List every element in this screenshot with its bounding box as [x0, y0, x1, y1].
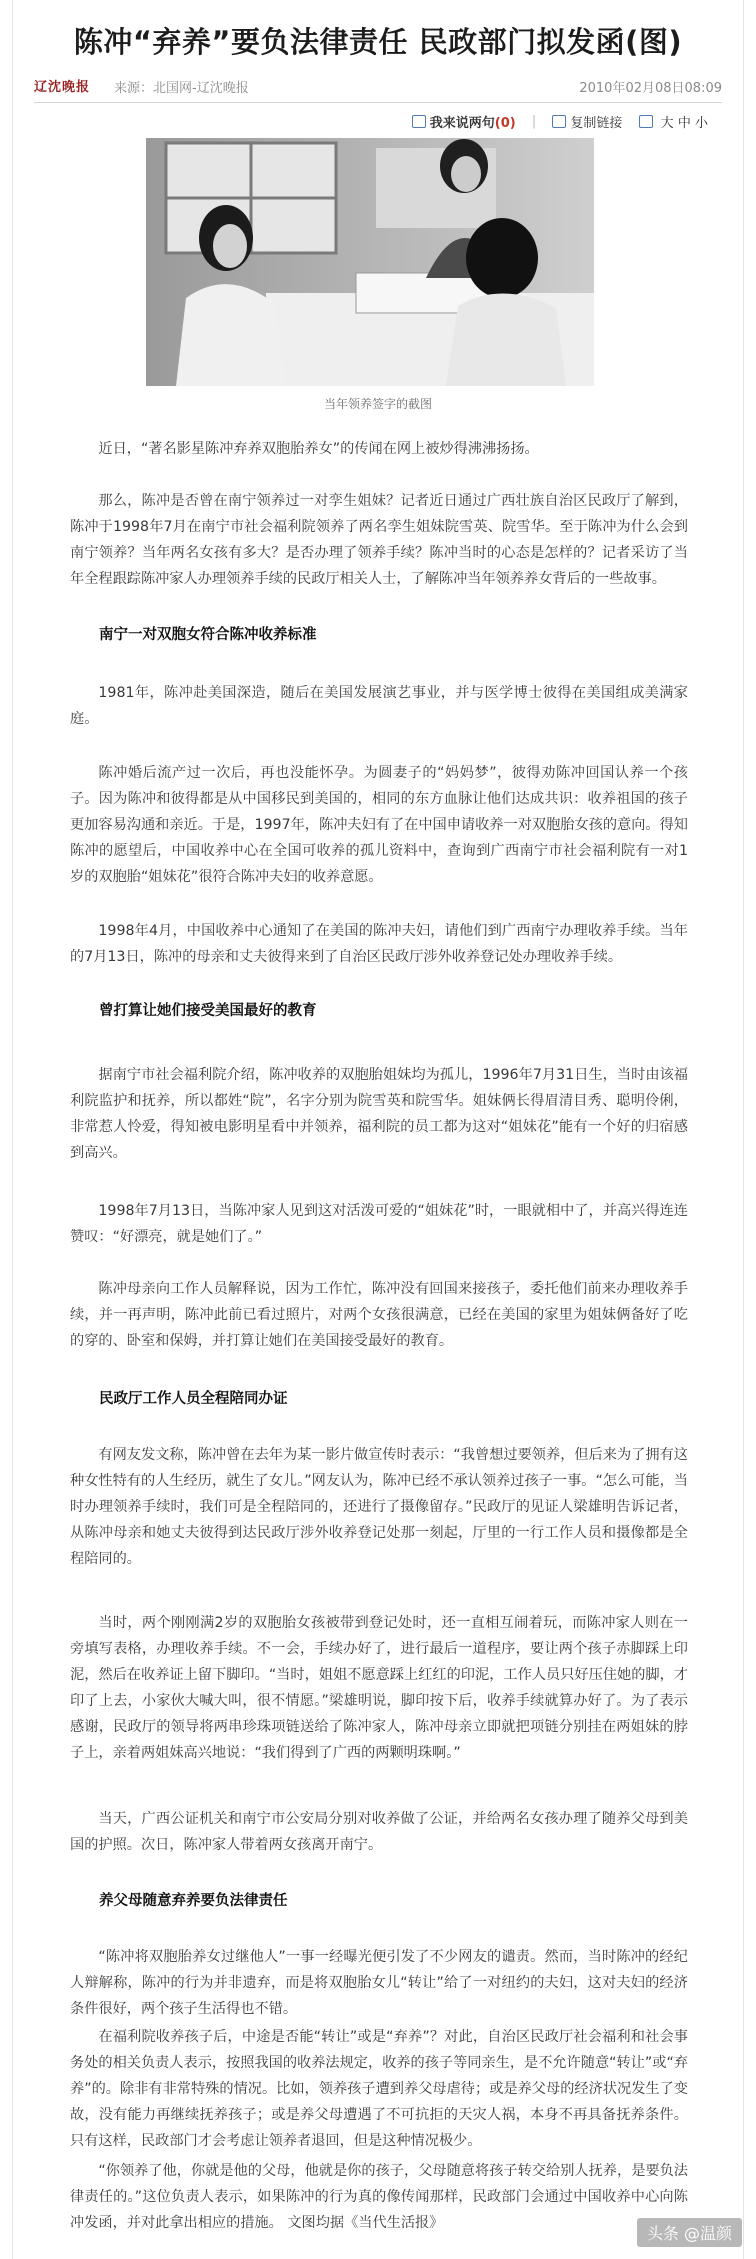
article-paragraph: “你领养了他，你就是他的父母，他就是你的孩子，父母随意将孩子转交给别人抚养，是要负法律责任的。”这位负责人表示，如果陈冲的行为真的像传闻那样，民政部门会通过中国收养中心向陈冲发函，并对此拿出相应的措施。 文图均据《当代生活报》	[70, 2163, 688, 2231]
article-toolbar	[400, 112, 708, 134]
comments-count: (0)	[494, 116, 516, 131]
article-paragraph: 那么，陈冲是否曾在南宁领养过一对孪生姐妹？记者近日通过广西壮族自治区民政厅了解到，陈冲于1998年7月在南宁市社会福利院领养了两名孪生姐妹院雪英、院雪华。至于陈冲为什么会到南宁领养？当年两名女孩有多大？是否办理了领养手续？陈冲当时的心态是怎样的？记者采访了当年全程跟踪陈冲家人办理领养手续的民政厅相关人士，了解陈冲当年领养养女背后的一些故事。	[70, 493, 688, 587]
source-watermark: 头条 @温颜	[637, 2218, 742, 2247]
newspaper-logo[interactable]: 辽沈晚报	[34, 80, 91, 95]
article-paragraph: 1981年，陈冲赴美国深造，随后在美国发展演艺事业，并与医学博士彼得在美国组成美满家庭。	[70, 685, 688, 727]
comments-link[interactable]	[412, 112, 516, 131]
article-meta	[34, 74, 722, 100]
article-paragraph: 陈冲婚后流产过一次后，再也没能怀孕。为圆妻子的“妈妈梦”，彼得劝陈冲回国认养一个孩子。因为陈冲和彼得都是从中国移民到美国的，相同的东方血脉让他们达成共识：收养祖国的孩子更加容易沟通和亲近。于是，1997年，陈冲夫妇有了在中国申请收养一对双胞胎女孩的意向。得知陈冲的愿望后，中国收养中心在全国可收养的孤儿资料中，查询到广西南宁市社会福利院有一对1岁的双胞胎“姐妹花”很符合陈冲夫妇的收养意愿。	[70, 765, 688, 885]
font-size-small[interactable]: 小	[694, 116, 708, 131]
copy-link-label: 复制链接	[570, 116, 623, 131]
font-size-control	[639, 112, 708, 131]
copy-link-button[interactable]	[552, 112, 622, 131]
article-paragraph: 有网友发文称，陈冲曾在去年为某一影片做宣传时表示：“我曾想过要领养，但后来为了拥有这种女性特有的人生经历，就生了女儿。”网友认为，陈冲已经不承认领养过孩子一事。“怎么可能，当时办理领养手续时，我们可是全程陪同的，还进行了摄像留存。”民政厅的见证人梁雄明告诉记者，从陈冲母亲和她丈夫彼得到达民政厅涉外收养登记处那一刻起，厅里的一行工作人员和摄像都是全程陪同的。	[70, 1447, 688, 1567]
article-paragraph: 当天，广西公证机关和南宁市公安局分别对收养做了公证，并给两名女孩办理了随养父母到美国的护照。次日，陈冲家人带着两女孩离开南宁。	[70, 1811, 688, 1853]
article-title: 陈冲“弃养”要负法律责任 民政部门拟发函(图)	[73, 25, 683, 59]
article-photo	[146, 138, 594, 386]
photo-illustration	[146, 138, 594, 386]
font-size-medium[interactable]: 中	[677, 116, 691, 131]
article-paragraph: “陈冲将双胞胎养女过继他人”一事一经曝光便引发了不少网友的谴责。然而，当时陈冲的经纪人辩解称，陈冲的行为并非遗弃，而是将双胞胎女儿“转让”给了一对纽约的夫妇，这对夫妇的经济条件很好，两个孩子生活得也不错。	[70, 1949, 688, 2017]
font-icon	[639, 115, 653, 128]
article-paragraph: 近日，“著名影星陈冲弃养双胞胎养女”的传闻在网上被炒得沸沸扬扬。	[98, 441, 539, 457]
section-heading: 养父母随意弃养要负法律责任	[99, 1893, 288, 1909]
article-paragraph: 当时，两个刚刚满2岁的双胞胎女孩被带到登记处时，还一直相互闹着玩，而陈冲家人则在一旁填写表格，办理收养手续。不一会，手续办好了，进行最后一道程序，要让两个孩子赤脚踩上印泥，然后在收养证上留下脚印。“当时，姐姐不愿意踩上红红的印泥，工作人员只好压住她的脚，才印了上去，小家伙大喊大叫，很不情愿。”梁雄明说，脚印按下后，收养手续就算办好了。为了表示感谢，民政厅的领导将两串珍珠项链送给了陈冲家人，陈冲母亲立即就把项链分别挂在两姐妹的脖子上，亲着两姐妹高兴地说：“我们得到了广西的两颗明珠啊。”	[70, 1615, 688, 1761]
section-heading: 民政厅工作人员全程陪同办证	[99, 1391, 288, 1407]
article-paragraph: 1998年4月，中国收养中心通知了在美国的陈冲夫妇，请他们到广西南宁办理收养手续。当年的7月13日，陈冲的母亲和丈夫彼得来到了自治区民政厅涉外收养登记处办理收养手续。	[70, 923, 688, 965]
article-source: 来源：北国网-辽沈晚报	[114, 81, 249, 96]
left-border	[12, 0, 13, 2259]
link-icon	[552, 115, 566, 128]
font-size-large[interactable]: 大	[660, 116, 674, 131]
toolbar-separator: |	[531, 114, 537, 129]
meta-divider	[34, 102, 722, 103]
right-border	[743, 0, 744, 2259]
article-paragraph: 1998年7月13日，当陈冲家人见到这对活泼可爱的“姐妹花”时，一眼就相中了，并高兴得连连赞叹：“好漂亮，就是她们了。”	[70, 1203, 688, 1245]
photo-caption: 当年领养签字的截图	[323, 397, 432, 411]
article-paragraph: 在福利院收养孩子后，中途是否能“转让”或是“弃养”？对此，自治区民政厅社会福利和社会事务处的相关负责人表示，按照我国的收养法规定，收养的孩子等同亲生，是不允许随意“转让”或“弃养”的。除非有非常特殊的情况。比如，领养孩子遭到养父母虐待；或是养父母的经济状况发生了变故，没有能力再继续抚养孩子；或是养父母遭遇了不可抗拒的天灾人祸，本身不再具备抚养条件。只有这样，民政部门才会考虑让领养者退回，但是这种情况极少。	[70, 2029, 688, 2149]
article-paragraph: 陈冲母亲向工作人员解释说，因为工作忙，陈冲没有回国来接孩子，委托他们前来办理收养手续，并一再声明，陈冲此前已看过照片，对两个女孩很满意，已经在美国的家里为姐妹俩备好了吃的穿的、卧室和保姆，并打算让她们在美国接受最好的教育。	[70, 1281, 688, 1349]
comments-label: 我来说两句	[429, 116, 495, 131]
section-heading: 南宁一对双胞女符合陈冲收养标准	[99, 627, 317, 643]
article-date: 2010年02月08日08:09	[579, 81, 722, 96]
article-paragraph: 据南宁市社会福利院介绍，陈冲收养的双胞胎姐妹均为孤儿，1996年7月31日生，当时由该福利院监护和抚养，所以都姓“院”，名字分别为院雪英和院雪华。姐妹俩长得眉清目秀、聪明伶俐，非常惹人怜爱，得知被电影明星看中并领养，福利院的员工都为这对“姐妹花”能有一个好的归宿感到高兴。	[70, 1067, 688, 1161]
section-heading: 曾打算让她们接受美国最好的教育	[99, 1003, 317, 1019]
comment-icon	[412, 115, 426, 128]
